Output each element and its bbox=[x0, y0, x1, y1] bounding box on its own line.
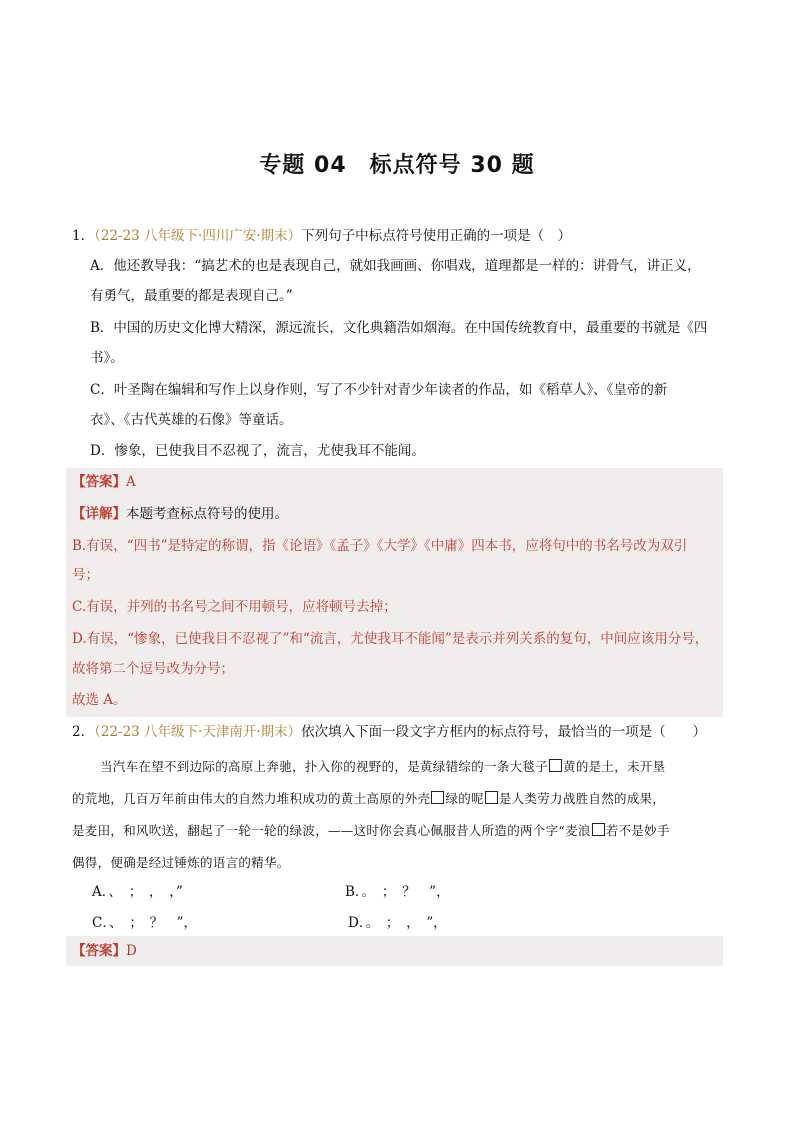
question-text: 下列句子中标点符号使用正确的一项是（ ） bbox=[301, 228, 572, 244]
detail-intro: 本题考查标点符号的使用。 bbox=[126, 506, 288, 522]
passage-text: 是麦田，和风吹送，翻起了一轮一轮的绿波，——这时你会真心佩服昔人所造的两个字“麦浪 bbox=[72, 823, 591, 838]
blank-box-3 bbox=[485, 791, 498, 804]
detail-d-line-2: 故将第二个逗号改为分号； bbox=[72, 661, 234, 677]
passage bbox=[72, 752, 722, 872]
passage-line-2 bbox=[72, 784, 665, 814]
passage-line-1 bbox=[100, 752, 665, 782]
option-d: D．。 ； ， ”， bbox=[348, 915, 447, 931]
passage-line-3 bbox=[72, 816, 670, 846]
option-c-line-1: C．叶圣陶在编辑和写作上以身作则，写了不少针对青少年读者的作品，如《稻草人》、《皇帝的新 bbox=[90, 382, 668, 398]
option-a: A．、 ； ， ，” bbox=[92, 884, 183, 900]
option-b-line-2: 书》。 bbox=[90, 350, 124, 366]
option-d-line-1: D．惨象，已使我目不忍视了，流言，尤使我耳不能闻。 bbox=[90, 443, 425, 459]
question-2-stem bbox=[72, 722, 706, 742]
passage-text: 黄的是土，未开垦 bbox=[563, 759, 666, 774]
option-b-line-1: B．中国的历史文化博大精深，源远流长，文化典籍浩如烟海。在中国传统教育中，最重要的书就是《四 bbox=[90, 320, 708, 336]
answer-row bbox=[72, 472, 136, 492]
page-title: 专题 04 标点符号 30 题 bbox=[259, 153, 535, 178]
answer-row-2 bbox=[72, 941, 137, 961]
question-source: （22-23 八年级下·天津南开·期末） bbox=[94, 724, 302, 740]
blank-box-2 bbox=[431, 791, 444, 804]
detail-tag: 【详解】 bbox=[72, 506, 126, 522]
option-c: C．、 ； ？ ”， bbox=[92, 915, 197, 931]
detail-d-line-1: D.有误，“惨象，已使我目不忍视了”和“流言，尤使我耳不能闻”是表示并列关系的复句，中间应该用分号， bbox=[72, 631, 709, 647]
conclusion: 故选 A。 bbox=[72, 692, 127, 708]
option-a-line-1: A．他还教导我：“搞艺术的也是表现自己，就如我画画、你唱戏，道理都是一样的：讲骨气，讲正义， bbox=[90, 258, 701, 274]
passage-text: 是人类劳力战胜自然的成果， bbox=[498, 791, 666, 806]
detail-b-line-2: 号； bbox=[72, 567, 99, 583]
question-text: 依次填入下面一段文字方框内的标点符号，最恰当的一项是（ ） bbox=[301, 724, 707, 740]
blank-box-1 bbox=[549, 759, 562, 772]
passage-text: 绿的呢 bbox=[445, 791, 484, 806]
option-c-line-2: 衣》、《古代英雄的石像》等童话。 bbox=[90, 412, 293, 428]
question-source: （22-23 八年级下·四川广安·期末） bbox=[94, 228, 302, 244]
detail-row bbox=[72, 504, 288, 524]
answer-tag: 【答案】 bbox=[72, 943, 126, 959]
option-a-line-2: 有勇气，最重要的都是表现自己。” bbox=[90, 288, 293, 304]
answer-value: D bbox=[126, 943, 137, 959]
passage-text: 当汽车在望不到边际的高原上奔驰，扑入你的视野的，是黄绿错综的一条大毯子 bbox=[100, 759, 549, 774]
question-number: 1． bbox=[72, 228, 95, 244]
answer-panel-2 bbox=[66, 936, 723, 966]
passage-text: 若不是妙手 bbox=[605, 823, 670, 838]
blank-box-4 bbox=[592, 823, 605, 836]
question-1-stem bbox=[72, 226, 571, 246]
option-b: B．。 ； ？ ”， bbox=[345, 884, 450, 900]
detail-b-line-1: B.有误，“四书”是特定的称谓，指《论语》《孟子》《大学》《中庸》四本书，应将句中的书名号改为双引 bbox=[72, 538, 688, 554]
passage-line-4: 偶得，便确是经过锤炼的语言的精华。 bbox=[72, 855, 290, 870]
question-number: 2． bbox=[72, 724, 95, 740]
answer-tag: 【答案】 bbox=[72, 474, 126, 490]
detail-c: C.有误，并列的书名号之间不用顿号，应将顿号去掉； bbox=[72, 599, 397, 615]
answer-value: A bbox=[126, 474, 136, 490]
passage-text: 的荒地，几百万年前由伟大的自然力堆积成功的黄土高原的外壳 bbox=[72, 791, 431, 806]
